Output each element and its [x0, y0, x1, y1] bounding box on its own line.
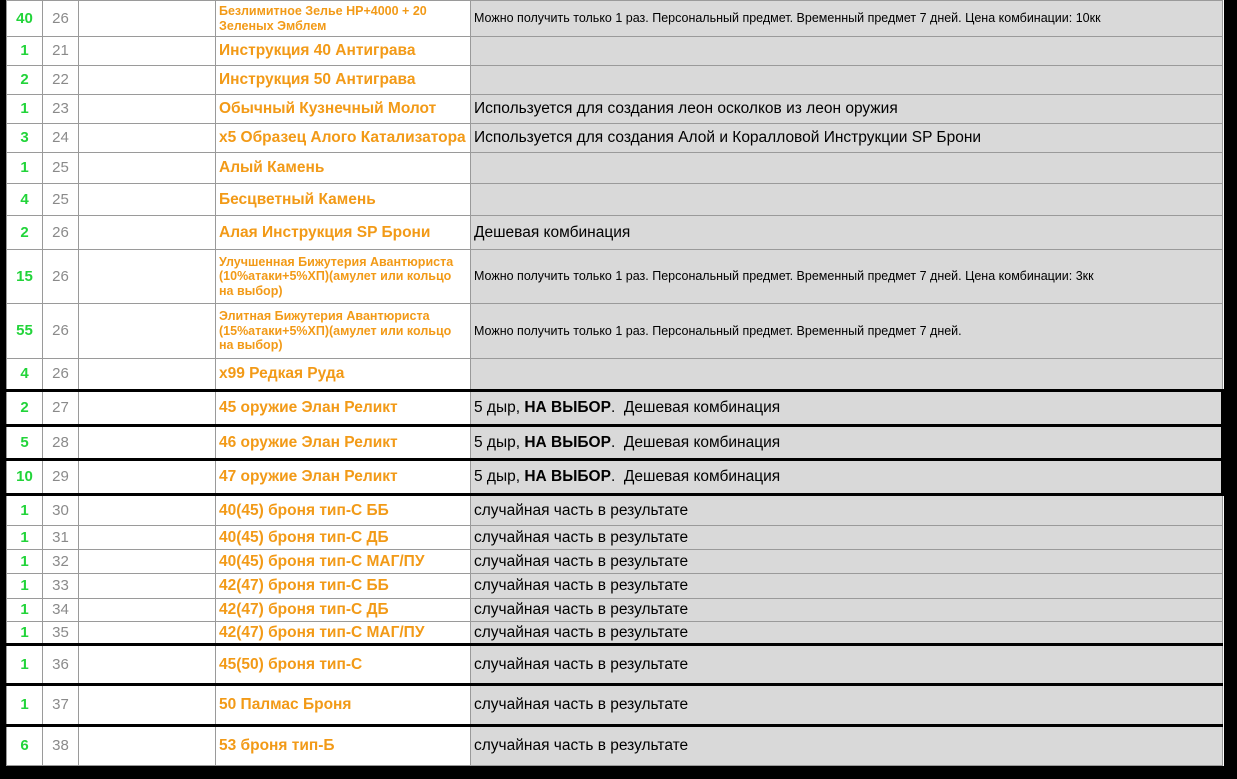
description-cell: Можно получить только 1 раз. Персональный предмет. Временный предмет 7 дней. Цена комбинации: 3кк [471, 250, 1223, 304]
empty-cell [79, 426, 216, 460]
empty-cell [79, 1, 216, 37]
level-cell: 28 [43, 426, 79, 460]
description-text: . Дешевая комбинация [610, 468, 781, 486]
table-row [7, 250, 1223, 304]
item-name-cell: 45(50) броня тип-С [216, 645, 471, 685]
quantity-cell: 1 [7, 153, 43, 184]
table-row [7, 359, 1223, 391]
empty-cell [79, 66, 216, 95]
quantity-cell: 2 [7, 216, 43, 250]
item-name-cell: 45 оружие Элан Реликт [216, 391, 471, 426]
description-cell [471, 184, 1223, 216]
item-name-cell: Инструкция 40 Антиграва [216, 37, 471, 66]
item-name-cell: Бесцветный Камень [216, 184, 471, 216]
quantity-cell: 4 [7, 359, 43, 391]
empty-cell [79, 599, 216, 622]
quantity-cell: 1 [7, 599, 43, 622]
item-name-cell: 40(45) броня тип-С ББ [216, 495, 471, 526]
quantity-cell: 1 [7, 526, 43, 550]
empty-cell [79, 37, 216, 66]
empty-cell [79, 95, 216, 124]
empty-cell [79, 359, 216, 391]
level-cell: 23 [43, 95, 79, 124]
item-name-cell: Улучшенная Бижутерия Авантюриста (10%атаки+5%ХП)(амулет или кольцо на выбор) [216, 250, 471, 304]
level-cell: 24 [43, 124, 79, 153]
description-cell [471, 37, 1223, 66]
quantity-cell: 6 [7, 726, 43, 766]
empty-cell [79, 574, 216, 599]
description-cell: Дешевая комбинация [471, 216, 1223, 250]
item-name-cell: Инструкция 50 Антиграва [216, 66, 471, 95]
item-name-cell: Обычный Кузнечный Молот [216, 95, 471, 124]
item-name-cell: Безлимитное Зелье HP+4000 + 20 Зеленых Эмблем [216, 1, 471, 37]
description-text: . Дешевая комбинация [610, 399, 781, 417]
table-row [7, 622, 1223, 645]
quantity-cell: 1 [7, 645, 43, 685]
item-name-cell: 46 оружие Элан Реликт [216, 426, 471, 460]
description-cell: случайная часть в результате [471, 685, 1223, 726]
item-name-cell: 42(47) броня тип-С МАГ/ПУ [216, 622, 471, 645]
level-cell: 38 [43, 726, 79, 766]
description-cell: случайная часть в результате [471, 726, 1223, 766]
level-cell: 30 [43, 495, 79, 526]
description-text: . Дешевая комбинация [610, 433, 781, 451]
item-name-cell: Элитная Бижутерия Авантюриста (15%атаки+5%ХП)(амулет или кольцо на выбор) [216, 304, 471, 359]
quantity-cell: 5 [7, 426, 43, 460]
empty-cell [79, 250, 216, 304]
quantity-cell: 15 [7, 250, 43, 304]
empty-cell [79, 216, 216, 250]
table-row [7, 304, 1223, 359]
description-text: 5 дыр, [474, 468, 525, 486]
level-cell: 35 [43, 622, 79, 645]
empty-cell [79, 153, 216, 184]
table-row [7, 495, 1223, 526]
quantity-cell: 4 [7, 184, 43, 216]
quantity-cell: 10 [7, 460, 43, 495]
table-row [7, 124, 1223, 153]
quantity-cell: 1 [7, 495, 43, 526]
description-cell: случайная часть в результате [471, 495, 1223, 526]
item-name-cell: 47 оружие Элан Реликт [216, 460, 471, 495]
quantity-cell: 1 [7, 685, 43, 726]
items-table-body [7, 1, 1223, 766]
choice-emphasis: НА ВЫБОР [524, 468, 611, 486]
empty-cell [79, 550, 216, 574]
empty-cell [79, 526, 216, 550]
item-name-cell: 42(47) броня тип-С ББ [216, 574, 471, 599]
quantity-cell: 1 [7, 622, 43, 645]
quantity-cell: 1 [7, 550, 43, 574]
empty-cell [79, 460, 216, 495]
items-table [6, 0, 1224, 766]
level-cell: 26 [43, 216, 79, 250]
table-row [7, 726, 1223, 766]
level-cell: 26 [43, 304, 79, 359]
empty-cell [79, 304, 216, 359]
choice-emphasis: НА ВЫБОР [524, 399, 611, 417]
description-cell [471, 460, 1223, 495]
table-row [7, 426, 1223, 460]
description-cell: случайная часть в результате [471, 622, 1223, 645]
description-cell: Можно получить только 1 раз. Персональный предмет. Временный предмет 7 дней. [471, 304, 1223, 359]
item-name-cell: 53 броня тип-Б [216, 726, 471, 766]
item-name-cell: 40(45) броня тип-С ДБ [216, 526, 471, 550]
level-cell: 29 [43, 460, 79, 495]
table-row [7, 599, 1223, 622]
description-cell [471, 426, 1223, 460]
item-name-cell: x99 Редкая Руда [216, 359, 471, 391]
level-cell: 26 [43, 250, 79, 304]
description-text: 5 дыр, [474, 399, 525, 417]
table-row [7, 184, 1223, 216]
item-name-cell: 40(45) броня тип-С МАГ/ПУ [216, 550, 471, 574]
level-cell: 32 [43, 550, 79, 574]
choice-emphasis: НА ВЫБОР [524, 433, 611, 451]
empty-cell [79, 184, 216, 216]
level-cell: 21 [43, 37, 79, 66]
empty-cell [79, 645, 216, 685]
description-cell [471, 153, 1223, 184]
item-name-cell: 42(47) броня тип-С ДБ [216, 599, 471, 622]
table-row [7, 37, 1223, 66]
description-cell: Используется для создания Алой и Коралловой Инструкции SP Брони [471, 124, 1223, 153]
level-cell: 27 [43, 391, 79, 426]
quantity-cell: 55 [7, 304, 43, 359]
level-cell: 36 [43, 645, 79, 685]
level-cell: 22 [43, 66, 79, 95]
quantity-cell: 1 [7, 95, 43, 124]
item-name-cell: 50 Палмас Броня [216, 685, 471, 726]
empty-cell [79, 685, 216, 726]
empty-cell [79, 124, 216, 153]
description-cell [471, 66, 1223, 95]
level-cell: 31 [43, 526, 79, 550]
description-cell: случайная часть в результате [471, 599, 1223, 622]
description-cell [471, 391, 1223, 426]
description-cell [471, 359, 1223, 391]
empty-cell [79, 726, 216, 766]
quantity-cell: 1 [7, 574, 43, 599]
level-cell: 34 [43, 599, 79, 622]
table-row [7, 66, 1223, 95]
level-cell: 37 [43, 685, 79, 726]
description-text: 5 дыр, [474, 433, 525, 451]
empty-cell [79, 391, 216, 426]
description-cell: случайная часть в результате [471, 550, 1223, 574]
table-row [7, 153, 1223, 184]
quantity-cell: 2 [7, 391, 43, 426]
table-row [7, 645, 1223, 685]
quantity-cell: 3 [7, 124, 43, 153]
level-cell: 25 [43, 153, 79, 184]
table-row [7, 574, 1223, 599]
level-cell: 26 [43, 1, 79, 37]
description-cell: случайная часть в результате [471, 574, 1223, 599]
table-row [7, 460, 1223, 495]
empty-cell [79, 495, 216, 526]
quantity-cell: 40 [7, 1, 43, 37]
level-cell: 26 [43, 359, 79, 391]
table-row [7, 526, 1223, 550]
description-cell: Можно получить только 1 раз. Персональный предмет. Временный предмет 7 дней. Цена комбинации: 10кк [471, 1, 1223, 37]
table-row [7, 1, 1223, 37]
item-name-cell: Алый Камень [216, 153, 471, 184]
item-name-cell: x5 Образец Алого Катализатора [216, 124, 471, 153]
table-row [7, 391, 1223, 426]
description-cell: случайная часть в результате [471, 645, 1223, 685]
table-row [7, 685, 1223, 726]
level-cell: 25 [43, 184, 79, 216]
quantity-cell: 1 [7, 37, 43, 66]
empty-cell [79, 622, 216, 645]
level-cell: 33 [43, 574, 79, 599]
table-row [7, 95, 1223, 124]
description-cell: Используется для создания леон осколков из леон оружия [471, 95, 1223, 124]
description-cell: случайная часть в результате [471, 526, 1223, 550]
quantity-cell: 2 [7, 66, 43, 95]
table-row [7, 216, 1223, 250]
item-name-cell: Алая Инструкция SP Брони [216, 216, 471, 250]
table-row [7, 550, 1223, 574]
